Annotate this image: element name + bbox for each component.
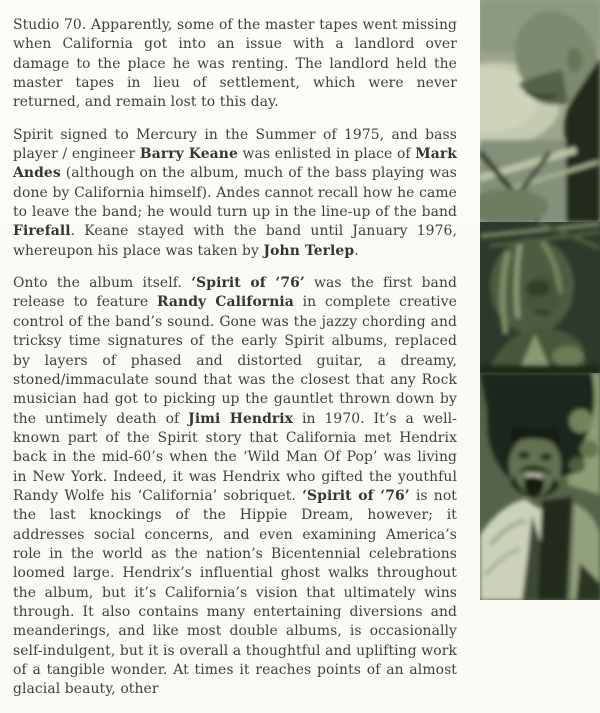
emphasized-name: Randy California <box>156 294 294 311</box>
text-run: (although on the album, much of the bass playing was done by California himself). Andes cannot recall how he came to leave the band; he would turn up in the line-up of the band <box>13 165 457 221</box>
text-run: Onto the album itself. <box>13 275 192 292</box>
text-run: is not the last knockings of the Hippie Dream, however; it addresses social concerns, and even examining America’s role in the world as the nation’s Bicentennial celebrations loomed large. Hendrix’s influential ghost walks throughout the album, but it’s California’s vision that ultimately wins through. It also contains many entertaining diversions and meanderings, and like most double albums, is occasionally self-indulgent, but it is overall a thoughtful and uplifting work of a tangible wonder. At times it reaches points of an almost glacial beauty, other <box>13 487 457 698</box>
paragraph-mercury-signing <box>13 126 457 261</box>
text-run: in complete creative control of the band’s sound. Gone was the jazzy chording and tricksy time signatures of the early Spirit albums, replaced by layers of phased and distorted guitar, a dreamy, stoned/immaculate sound that was the closest that any Rock musician had got to picking up the gauntlet thrown down by the untimely death of <box>13 294 457 427</box>
drummer-photo-art <box>480 0 600 222</box>
text-run: Studio 70. Apparently, some of the master tapes went missing when California got into an issue with a landlord over damage to the place he was renting. The landlord held the master tapes in lieu of settlement, which were never returned, and remain lost to this day. <box>13 17 457 111</box>
text-run: Spirit signed to Mercury in the Summer of 1975, and bass player / engineer <box>13 126 457 163</box>
emphasized-name: Firefall <box>13 223 71 240</box>
liner-notes-text <box>13 16 457 713</box>
emphasized-name: ‘Spirit of ‘76’ <box>302 487 410 504</box>
emphasized-name: Jimi Hendrix <box>188 410 294 427</box>
drummer-at-cymbals-photo <box>480 0 600 222</box>
long-haired-musician-photo-art <box>480 222 600 373</box>
emphasized-name: ‘Spirit of ‘76’ <box>191 275 305 292</box>
singing-guitarist-photo <box>480 373 600 600</box>
text-run: was enlisted in place of <box>237 146 416 163</box>
text-run: was the first band release to feature <box>13 275 457 311</box>
paragraph-album-overview <box>13 274 457 700</box>
text-run: in 1970. It’s a well-known part of the Spirit story that California met Hendrix back in the mid-60’s when the ‘Wild Man Of Pop’ was living in New York. Indeed, it was Hendrix who gifted the youthful Randy Wolfe his ‘California’ sobriquet. <box>13 410 458 504</box>
emphasized-name: John Terlep <box>263 242 355 259</box>
emphasized-name: Barry Keane <box>139 146 238 163</box>
text-run: . Keane stayed with the band until January 1976, whereupon his place was taken by <box>13 223 457 259</box>
photo-strip <box>480 0 600 600</box>
long-haired-musician-photo <box>480 222 600 373</box>
paragraph-master-tapes <box>13 16 457 113</box>
text-run: . <box>354 242 359 259</box>
emphasized-name: Mark Andes <box>13 146 457 182</box>
singing-guitarist-photo-art <box>480 373 600 600</box>
